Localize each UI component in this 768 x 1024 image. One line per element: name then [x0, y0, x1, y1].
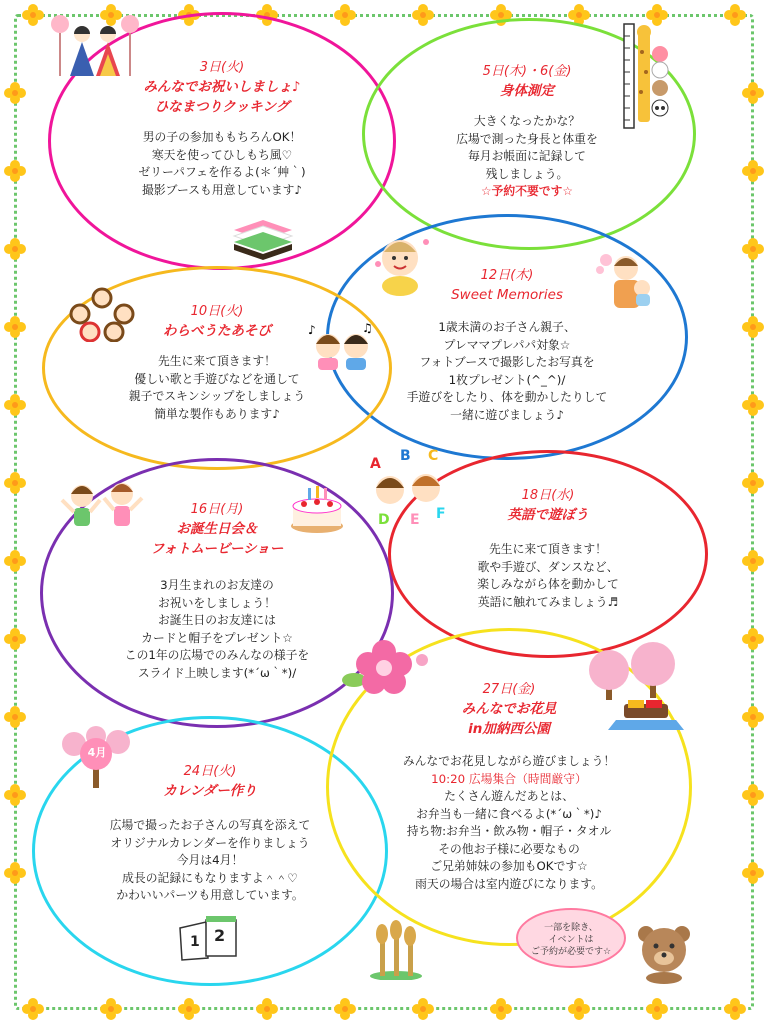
border-flower-icon — [742, 160, 764, 182]
event-date: 3日(火) — [199, 60, 245, 75]
event-line: その他お子様に必要なもの — [438, 841, 580, 856]
event-body — [412, 113, 642, 201]
border-flower-icon — [412, 998, 434, 1020]
border-flower-icon — [4, 82, 26, 104]
border-flower-icon — [256, 998, 278, 1020]
event-line: 簡単な製作もあります♪ — [154, 406, 280, 421]
event-title-line: in加納西公園 — [468, 721, 550, 737]
event-date: 12日(木) — [480, 268, 534, 283]
event-highlight: ☆予約不要です☆ — [481, 184, 573, 198]
event-hinamatsuri — [82, 58, 362, 199]
event-line: 大きくなったかな？ — [473, 114, 581, 128]
event-title-line: 身体測定 — [500, 83, 554, 99]
border-flower-icon — [490, 998, 512, 1020]
border-flower-icon — [4, 628, 26, 650]
reservation-note-bubble — [516, 908, 626, 968]
event-line: 残しましょう。 — [485, 166, 569, 181]
event-line: 成長の記録にもなりますよ＾＾♡ — [122, 870, 298, 885]
event-line: 今月は4月！ — [176, 853, 244, 867]
event-line: プレママプレパパ対象☆ — [443, 337, 571, 352]
event-line: ゼリーパフェを作るよ(＊´艸｀) — [138, 165, 306, 179]
svg-text:♫: ♫ — [362, 321, 373, 335]
event-line: 1歳未満のお子さん親子、 — [438, 320, 576, 334]
event-line: フォトブースで撮影したお写真を — [419, 355, 595, 369]
event-line: お弁当も一緒に食べるよ(*´ω｀*)♪ — [416, 806, 602, 821]
event-line: 優しい歌と手遊びなどを通して — [134, 371, 300, 386]
event-line: 先生に来て頂きます！ — [489, 542, 607, 556]
border-flower-icon — [724, 4, 746, 26]
letter-e: E — [410, 512, 420, 528]
event-title-line: わらべうたあそび — [163, 323, 271, 339]
border-flower-icon — [334, 4, 356, 26]
border-flower-icon — [4, 316, 26, 338]
event-line: スライド上映します(*´ω｀*)/ — [137, 665, 297, 680]
april-sign-label: 4月 — [87, 746, 107, 759]
event-title-line: カレンダー作り — [163, 783, 257, 799]
event-title-line: フォトムービーショー — [150, 541, 284, 557]
event-line: 撮影ブースも用意しています♪ — [142, 182, 302, 197]
border-flower-icon — [4, 706, 26, 728]
border-flower-icon — [178, 998, 200, 1020]
border-flower-icon — [4, 160, 26, 182]
event-line: ご兄弟姉妹の参加もOKです☆ — [430, 859, 588, 873]
border-flower-icon — [22, 998, 44, 1020]
event-line: 毎月お帳面に記録して — [468, 149, 586, 163]
event-line: 雨天の場合は室内遊びになります。 — [415, 876, 603, 891]
border-flower-icon — [742, 238, 764, 260]
border-flower-icon — [742, 862, 764, 884]
event-title-line: お誕生日会＆ — [176, 521, 258, 537]
event-body — [364, 753, 654, 893]
event-body — [70, 817, 350, 905]
border-flower-icon — [742, 628, 764, 650]
event-line: 一緒に遊びましょう♪ — [450, 407, 564, 422]
note-line: 一部を除き、 — [544, 923, 598, 933]
letter-f: F — [436, 506, 446, 522]
border-flower-icon — [742, 706, 764, 728]
border-flower-icon — [4, 550, 26, 572]
horsetail-sprouts-icon — [368, 916, 424, 980]
event-line: 1枚プレゼント(^_^)/ — [448, 372, 566, 387]
border-flower-icon — [4, 472, 26, 494]
event-date: 10日(火) — [190, 304, 244, 319]
event-date: 24日(火) — [183, 764, 237, 779]
event-warabe — [92, 302, 342, 423]
event-hanami — [364, 680, 654, 893]
event-body — [82, 129, 362, 199]
border-flower-icon — [4, 862, 26, 884]
border-flower-icon — [22, 4, 44, 26]
calendar-number-2: 2 — [214, 926, 226, 945]
event-line: オリジナルカレンダーを作りましょう — [110, 835, 310, 850]
event-line: 先生に来て頂きます！ — [158, 354, 276, 368]
calendar-icon — [176, 914, 240, 962]
border-flower-icon — [742, 784, 764, 806]
event-line: 手遊びをしたり、体を動かしたりして — [406, 390, 608, 404]
event-title-line: ひなまつりクッキング — [154, 99, 290, 115]
border-flower-icon — [742, 316, 764, 338]
event-line: お誕生日のお友達には — [158, 613, 276, 627]
event-line: 持ち物:お弁当・飲み物・帽子・タオル — [406, 824, 612, 838]
letter-a: A — [370, 456, 381, 472]
event-date: 5日(木)・6(金) — [482, 64, 572, 79]
note-line: ご予約が必要です☆ — [530, 947, 612, 957]
border-flower-icon — [334, 998, 356, 1020]
border-flower-icon — [742, 82, 764, 104]
note-line: イベントは — [548, 935, 594, 945]
border-flower-icon — [742, 472, 764, 494]
event-line: 男の子の参加ももちろんOK！ — [142, 130, 302, 144]
event-title-line: みんなでお花見 — [461, 701, 557, 717]
letter-c: C — [428, 448, 439, 464]
border-flower-icon — [412, 4, 434, 26]
event-line: かわいいパーツも用意しています。 — [116, 888, 304, 902]
event-line: みんなでお花見しながら遊びましょう！ — [402, 754, 616, 768]
event-line: 楽しみながら体を動かして — [477, 577, 619, 591]
svg-text:♪: ♪ — [308, 323, 316, 337]
event-line: 親子でスキンシップをしましょう — [128, 389, 306, 403]
event-line: 広場で撮ったお子さんの写真を添えて — [109, 818, 311, 832]
event-time-line: 10:20 広場集合（時間厳守） — [431, 771, 587, 786]
border-flower-icon — [742, 550, 764, 572]
event-calendar — [70, 762, 350, 905]
event-date: 27日(金) — [482, 682, 536, 697]
hishimochi-icon — [228, 216, 298, 260]
event-sweet-memories — [362, 266, 652, 424]
event-english — [428, 486, 668, 611]
event-title-line: みんなでお祝いしましょ♪ — [143, 79, 301, 95]
event-line: カードと帽子をプレゼント☆ — [141, 630, 293, 645]
border-flower-icon — [724, 998, 746, 1020]
event-body — [362, 319, 652, 424]
event-body — [82, 577, 352, 682]
border-flower-icon — [4, 784, 26, 806]
event-date: 16日(月) — [190, 502, 244, 517]
event-line: 3月生まれのお友達の — [160, 578, 274, 592]
border-flower-icon — [100, 998, 122, 1020]
border-flower-icon — [742, 394, 764, 416]
letter-d: D — [378, 512, 390, 528]
bear-icon — [632, 920, 696, 984]
border-flower-icon — [646, 998, 668, 1020]
event-line: 寒天を使ってひしもち風♡ — [151, 147, 293, 162]
event-body — [92, 353, 342, 423]
event-line: 広場で測った身長と体重を — [456, 131, 598, 146]
letter-b: B — [400, 448, 411, 464]
event-date: 18日(水) — [521, 488, 575, 503]
event-line: たくさん遊んだあとは、 — [444, 789, 574, 803]
event-title-line: Sweet Memories — [451, 287, 563, 303]
event-line: 歌や手遊び、ダンスなど、 — [477, 559, 619, 574]
calendar-number-1: 1 — [190, 934, 200, 950]
event-line: お祝いをしましょう！ — [158, 595, 276, 610]
event-title-line: 英語で遊ぼう — [507, 507, 589, 523]
event-body — [428, 541, 668, 611]
event-line: 英語に触れてみましょう♬ — [477, 594, 619, 609]
event-line: この1年の広場でのみんなの様子を — [124, 648, 310, 662]
event-birthday — [82, 500, 352, 682]
border-flower-icon — [4, 394, 26, 416]
border-flower-icon — [4, 238, 26, 260]
event-measurement — [412, 62, 642, 201]
border-flower-icon — [568, 998, 590, 1020]
